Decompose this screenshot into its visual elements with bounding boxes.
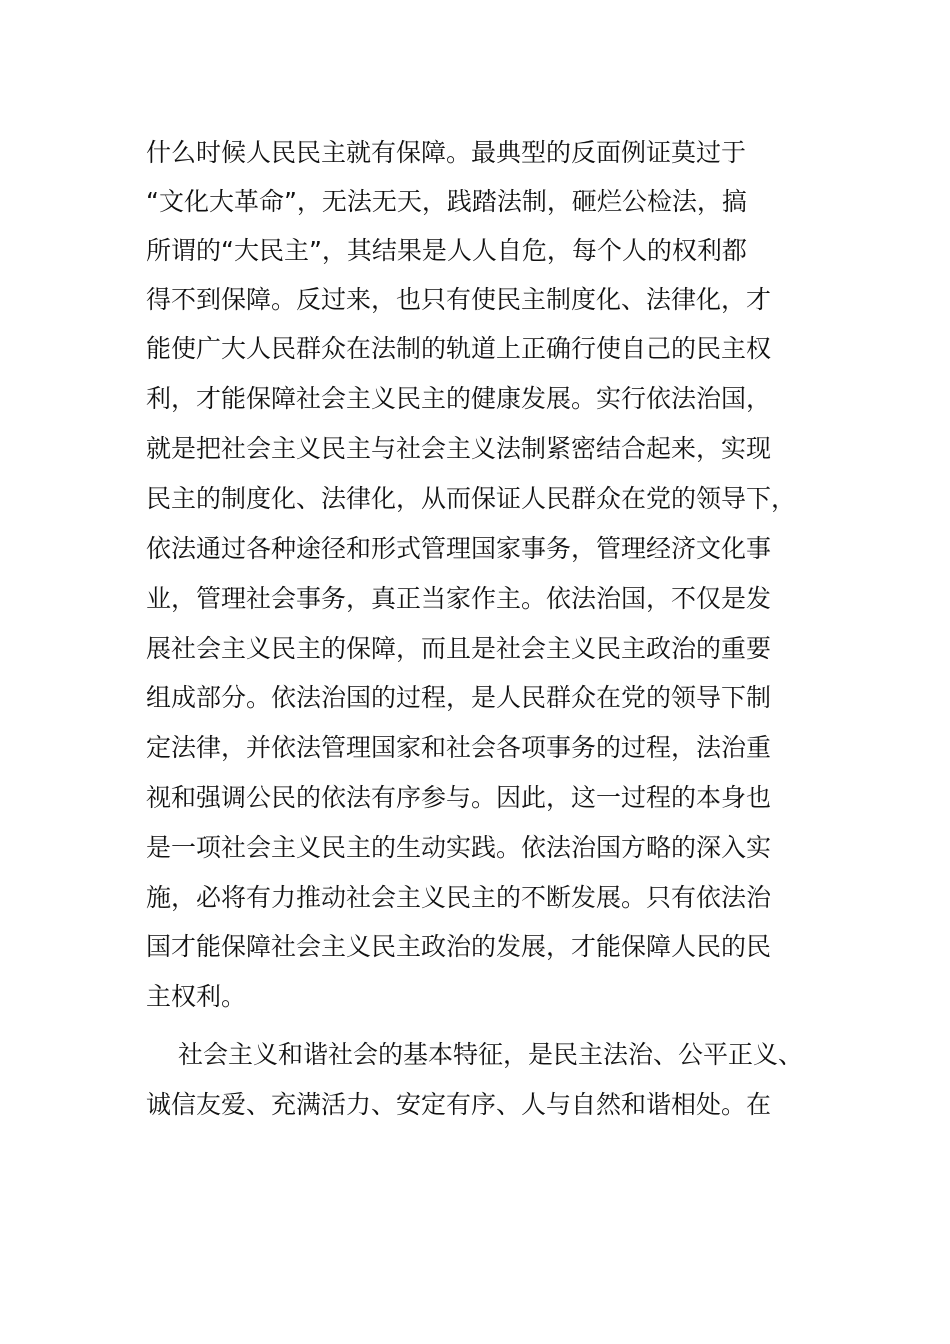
text-line: 定法律，并依法管理国家和社会各项事务的过程，法治重 [146, 733, 772, 762]
text-line: 主权利。 [146, 982, 247, 1011]
text-line: 国才能保障社会主义民主政治的发展，才能保障人民的民 [146, 932, 772, 961]
text-line: 所谓的“大民主”，其结果是人人自危，每个人的权利都 [146, 236, 747, 265]
text-line: 什么时候人民民主就有保障。最典型的反面例证莫过于 [146, 138, 747, 167]
text-line: 视和强调公民的依法有序参与。因此，这一过程的本身也 [146, 783, 772, 812]
text-line: 组成部分。依法治国的过程，是人民群众在党的领导下制 [146, 683, 772, 712]
text-line: 施，必将有力推动社会主义民主的不断发展。只有依法治 [146, 883, 772, 912]
text-line: 得不到保障。反过来，也只有使民主制度化、法律化，才 [146, 285, 772, 314]
text-line: 利，才能保障社会主义民主的健康发展。实行依法治国， [146, 384, 772, 413]
text-line: 诚信友爱、充满活力、安定有序、人与自然和谐相处。在 [146, 1090, 772, 1119]
text-line: 能使广大人民群众在法制的轨道上正确行使自己的民主权 [146, 334, 772, 363]
text-line: 就是把社会主义民主与社会主义法制紧密结合起来，实现 [146, 434, 772, 463]
text-line: “文化大革命”，无法无天，践踏法制，砸烂公检法，搞 [146, 187, 747, 216]
text-line: 社会主义和谐社会的基本特征，是民主法治、公平正义、 [178, 1040, 804, 1069]
text-line: 依法通过各种途径和形式管理国家事务，管理经济文化事 [146, 534, 772, 563]
text-line: 民主的制度化、法律化，从而保证人民群众在党的领导下， [146, 484, 797, 513]
text-line: 展社会主义民主的保障，而且是社会主义民主政治的重要 [146, 634, 772, 663]
text-line: 业，管理社会事务，真正当家作主。依法治国，不仅是发 [146, 584, 772, 613]
text-line: 是一项社会主义民主的生动实践。依法治国方略的深入实 [146, 833, 772, 862]
